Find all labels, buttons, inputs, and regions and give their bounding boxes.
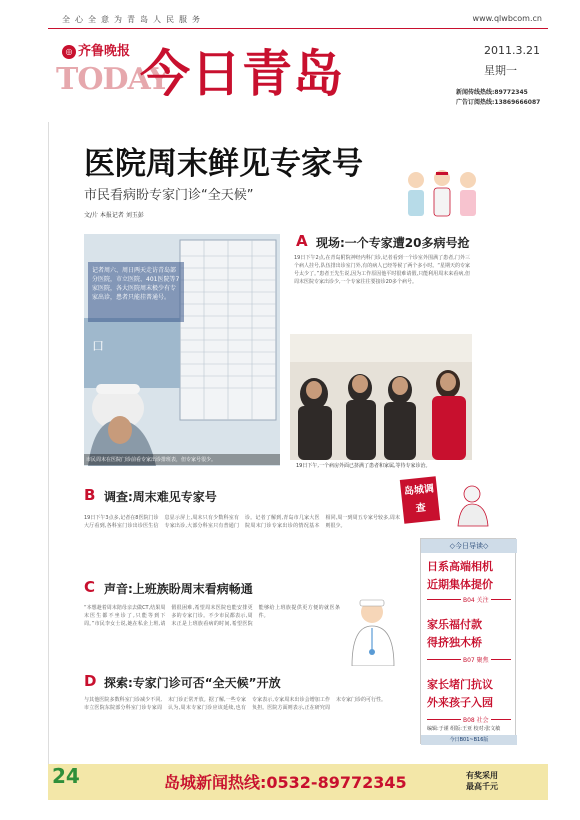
- today-watermark: TODAY: [56, 62, 169, 97]
- photo1-caption: 市民周末在医院门诊前看专家出诊排班表，但专家号很少。: [84, 454, 280, 465]
- brand-logo: [62, 40, 130, 59]
- guide-item-kindergarten-l1[interactable]: 家长堵门抗议: [427, 678, 493, 691]
- slogan: 全心全意为青岛人民服务: [62, 15, 205, 24]
- photo-crowd-image: [290, 334, 472, 460]
- svg-text:口: 口: [92, 339, 105, 353]
- masthead: 今日青岛: [140, 45, 344, 103]
- nurses-illustration: [398, 164, 488, 222]
- hotline-block: [456, 88, 540, 108]
- issue-date: 2011.3.21: [484, 44, 540, 57]
- section-a-letter: A: [296, 232, 308, 250]
- section-b-title: 调查:周末难见专家号: [104, 490, 217, 504]
- section-c-title: 声音:上班族盼周末看病畅通: [104, 582, 253, 596]
- stamp-figure-icon: [440, 480, 506, 528]
- hotline-news: 新闻传线热线:89772345: [456, 89, 528, 96]
- footer-ad-line2: 最高千元: [466, 782, 498, 791]
- section-d-letter: D: [84, 672, 97, 690]
- footer-hotline: 岛城新闻热线:0532-89772345: [164, 773, 407, 792]
- footer-ad-line1: 有奖采用: [466, 771, 498, 780]
- frame-rule: [48, 122, 49, 772]
- photo2-caption: 19日下午,一个病房外面已挤满了患者和家属,等待专家诊治。: [296, 463, 431, 469]
- guide-item-carrefour-l2[interactable]: 得挤独木桥: [427, 636, 482, 649]
- byline: 文/片 本报记者 刘玉彭: [84, 212, 144, 219]
- section-a-title: 现场:一个专家遭20多病号抢: [316, 236, 470, 250]
- doctor-cartoon-icon: [344, 596, 402, 666]
- sidebar-footer: 今日B01~B16版: [421, 735, 517, 745]
- sidebar-header: ◇今日导读◇: [421, 539, 517, 553]
- guide-item-carrefour-l1[interactable]: 家乐福付款: [427, 618, 482, 631]
- hotline-ad: 广告订阅热线:13869666087: [456, 99, 541, 106]
- section-b-letter: B: [84, 486, 96, 504]
- editors-line: 编辑:于谨 组版:王亚 校对:张文敏: [427, 726, 501, 732]
- guide-item-carrefour-code: B07 聚焦: [463, 657, 489, 664]
- website[interactable]: www.qlwbcom.cn: [472, 14, 542, 23]
- guide-item-camera-code: B04 关注: [463, 597, 489, 604]
- issue-weekday: 星期一: [484, 64, 517, 77]
- section-d-title: 探索:专家门诊可否“全天候”开放: [104, 676, 281, 690]
- section-b-body: 19日下午3点多,记者在8医院门诊大厅看到,各科室门诊出诊医生信息显示屏上,周末只有少数科室有专家出诊,大部分科室只有普通门诊。记者了解到,青岛市几家大医院周末门诊专家出诊的情况基本相同,周一到周五专家号较多,周末则很少。: [84, 515, 400, 529]
- brand-icon: ◎: [62, 45, 76, 59]
- guide-item-kindergarten-code: B08 社会: [463, 717, 489, 724]
- guide-item-kindergarten-l2[interactable]: 外来孩子入园: [427, 696, 493, 709]
- section-c-letter: C: [84, 578, 96, 596]
- guide-item-camera-l2[interactable]: 近期集体提价: [427, 578, 493, 591]
- guide-item-camera-l1[interactable]: 日系高端相机: [427, 560, 493, 573]
- brand-name: 齐鲁晚报: [78, 44, 131, 59]
- footer-ad: [466, 770, 498, 792]
- photo1-overlay-text: 记者周六、周日两天走访青岛部分医院，市立医院、401医院等7家医院，各大医院周末极少有专家出诊，患者只能挂普通号。: [88, 262, 184, 322]
- page-subhead: 市民看病盼专家门诊“全天候”: [84, 188, 254, 203]
- top-rule: [48, 28, 548, 29]
- survey-stamp: 岛城调查: [400, 476, 440, 524]
- page-headline: 医院周末鲜见专家号: [84, 146, 363, 182]
- photo-crowd: [290, 334, 472, 460]
- section-a-body: 19日下午2点,在青岛附院神经内科门诊,记者看到一个诊室外围满了患者,门外三个病人挂号,队伍排出诊室门外,有的病人已经等候了两个多小时。“星期天的专家号太少了。”患者王先生说,因为工作原因他平时很难请假,只能利用周末来看病,但周末医院专家出诊少,一个专家往往要接诊20多个病号。: [294, 255, 470, 285]
- section-d-body: 与其他医院多数科室门诊减少不同,市立医院东院部分科室门诊专家周末门诊正常开放。据了解,一些专家认为,周末专家门诊应该延续,也有专家表示,专家周末出诊会增加工作负担。医院方面则表示,正在研究周末专家门诊的可行性。: [84, 697, 387, 711]
- section-c-body: “本想趁着周末陪母亲去做CT,结果周末医生都不坐诊了,只能等到下周。”市民李女士说,她在私企上班,请假很困难,希望周末医院也能安排更多的专家门诊。不少市民都表示,周末正是上班族看病的时间,希望医院能够给上班族提供更方便的就医条件。: [84, 605, 340, 627]
- footer-24-badge: 24: [52, 764, 80, 788]
- today-guide-sidebar: [420, 538, 516, 744]
